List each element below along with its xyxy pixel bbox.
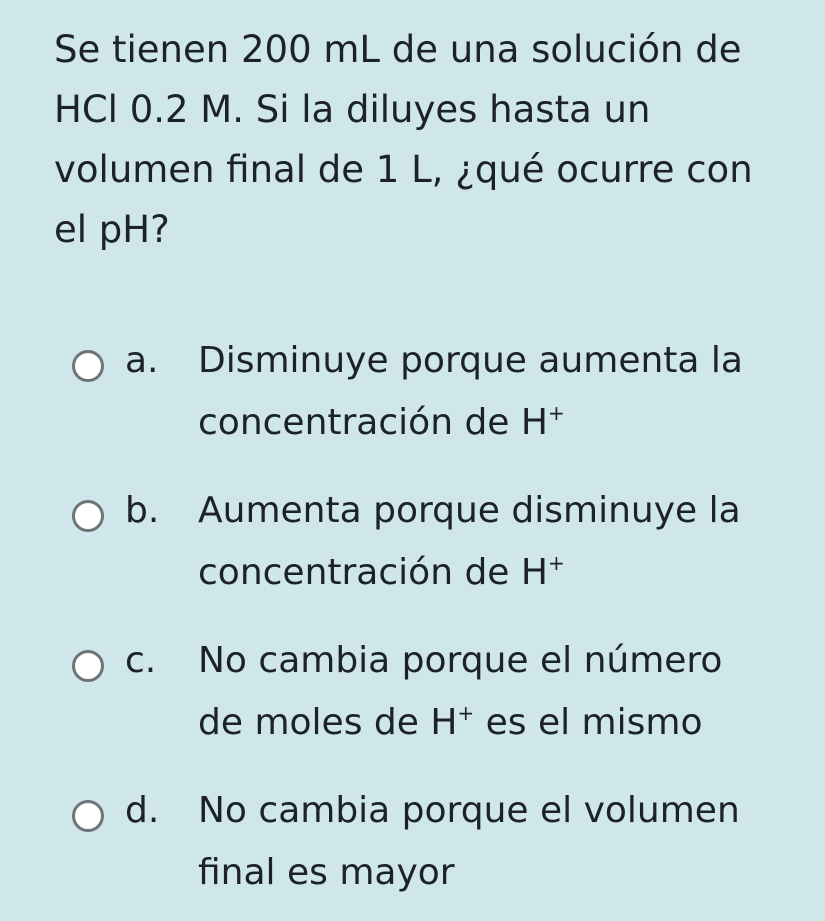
- option-text-main: No cambia porque el volumen final es mayor: [198, 790, 740, 893]
- option-text-main: Disminuye porque aumenta la concentración de H: [198, 340, 743, 443]
- radio-button-b[interactable]: [72, 500, 104, 532]
- option-text-main: Aumenta porque disminuye la concentración de H: [198, 490, 741, 593]
- option-letter: c.: [125, 640, 157, 681]
- superscript-plus: +: [547, 551, 565, 575]
- option-text: [198, 630, 778, 754]
- radio-button-a[interactable]: [72, 350, 104, 382]
- option-text: [198, 780, 778, 904]
- answer-options: [0, 330, 825, 921]
- superscript-plus: +: [457, 701, 475, 725]
- option-letter: b.: [125, 490, 160, 531]
- option-letter: a.: [125, 340, 159, 381]
- option-letter: d.: [125, 790, 160, 831]
- option-a[interactable]: [0, 330, 825, 480]
- option-text: [198, 330, 778, 454]
- radio-button-d[interactable]: [72, 800, 104, 832]
- question-text: Se tienen 200 mL de una solución de HCl 0.2 M. Si la diluyes hasta un volumen final de 1 L, ¿qué ocurre con el pH?: [54, 28, 753, 251]
- option-b[interactable]: [0, 480, 825, 630]
- superscript-plus: +: [547, 401, 565, 425]
- option-text: [198, 480, 778, 604]
- option-d[interactable]: [0, 780, 825, 921]
- option-text-tail: es el mismo: [474, 702, 703, 743]
- option-text-main: No cambia porque el número de moles de H: [198, 640, 723, 743]
- option-c[interactable]: [0, 630, 825, 780]
- radio-button-c[interactable]: [72, 650, 104, 682]
